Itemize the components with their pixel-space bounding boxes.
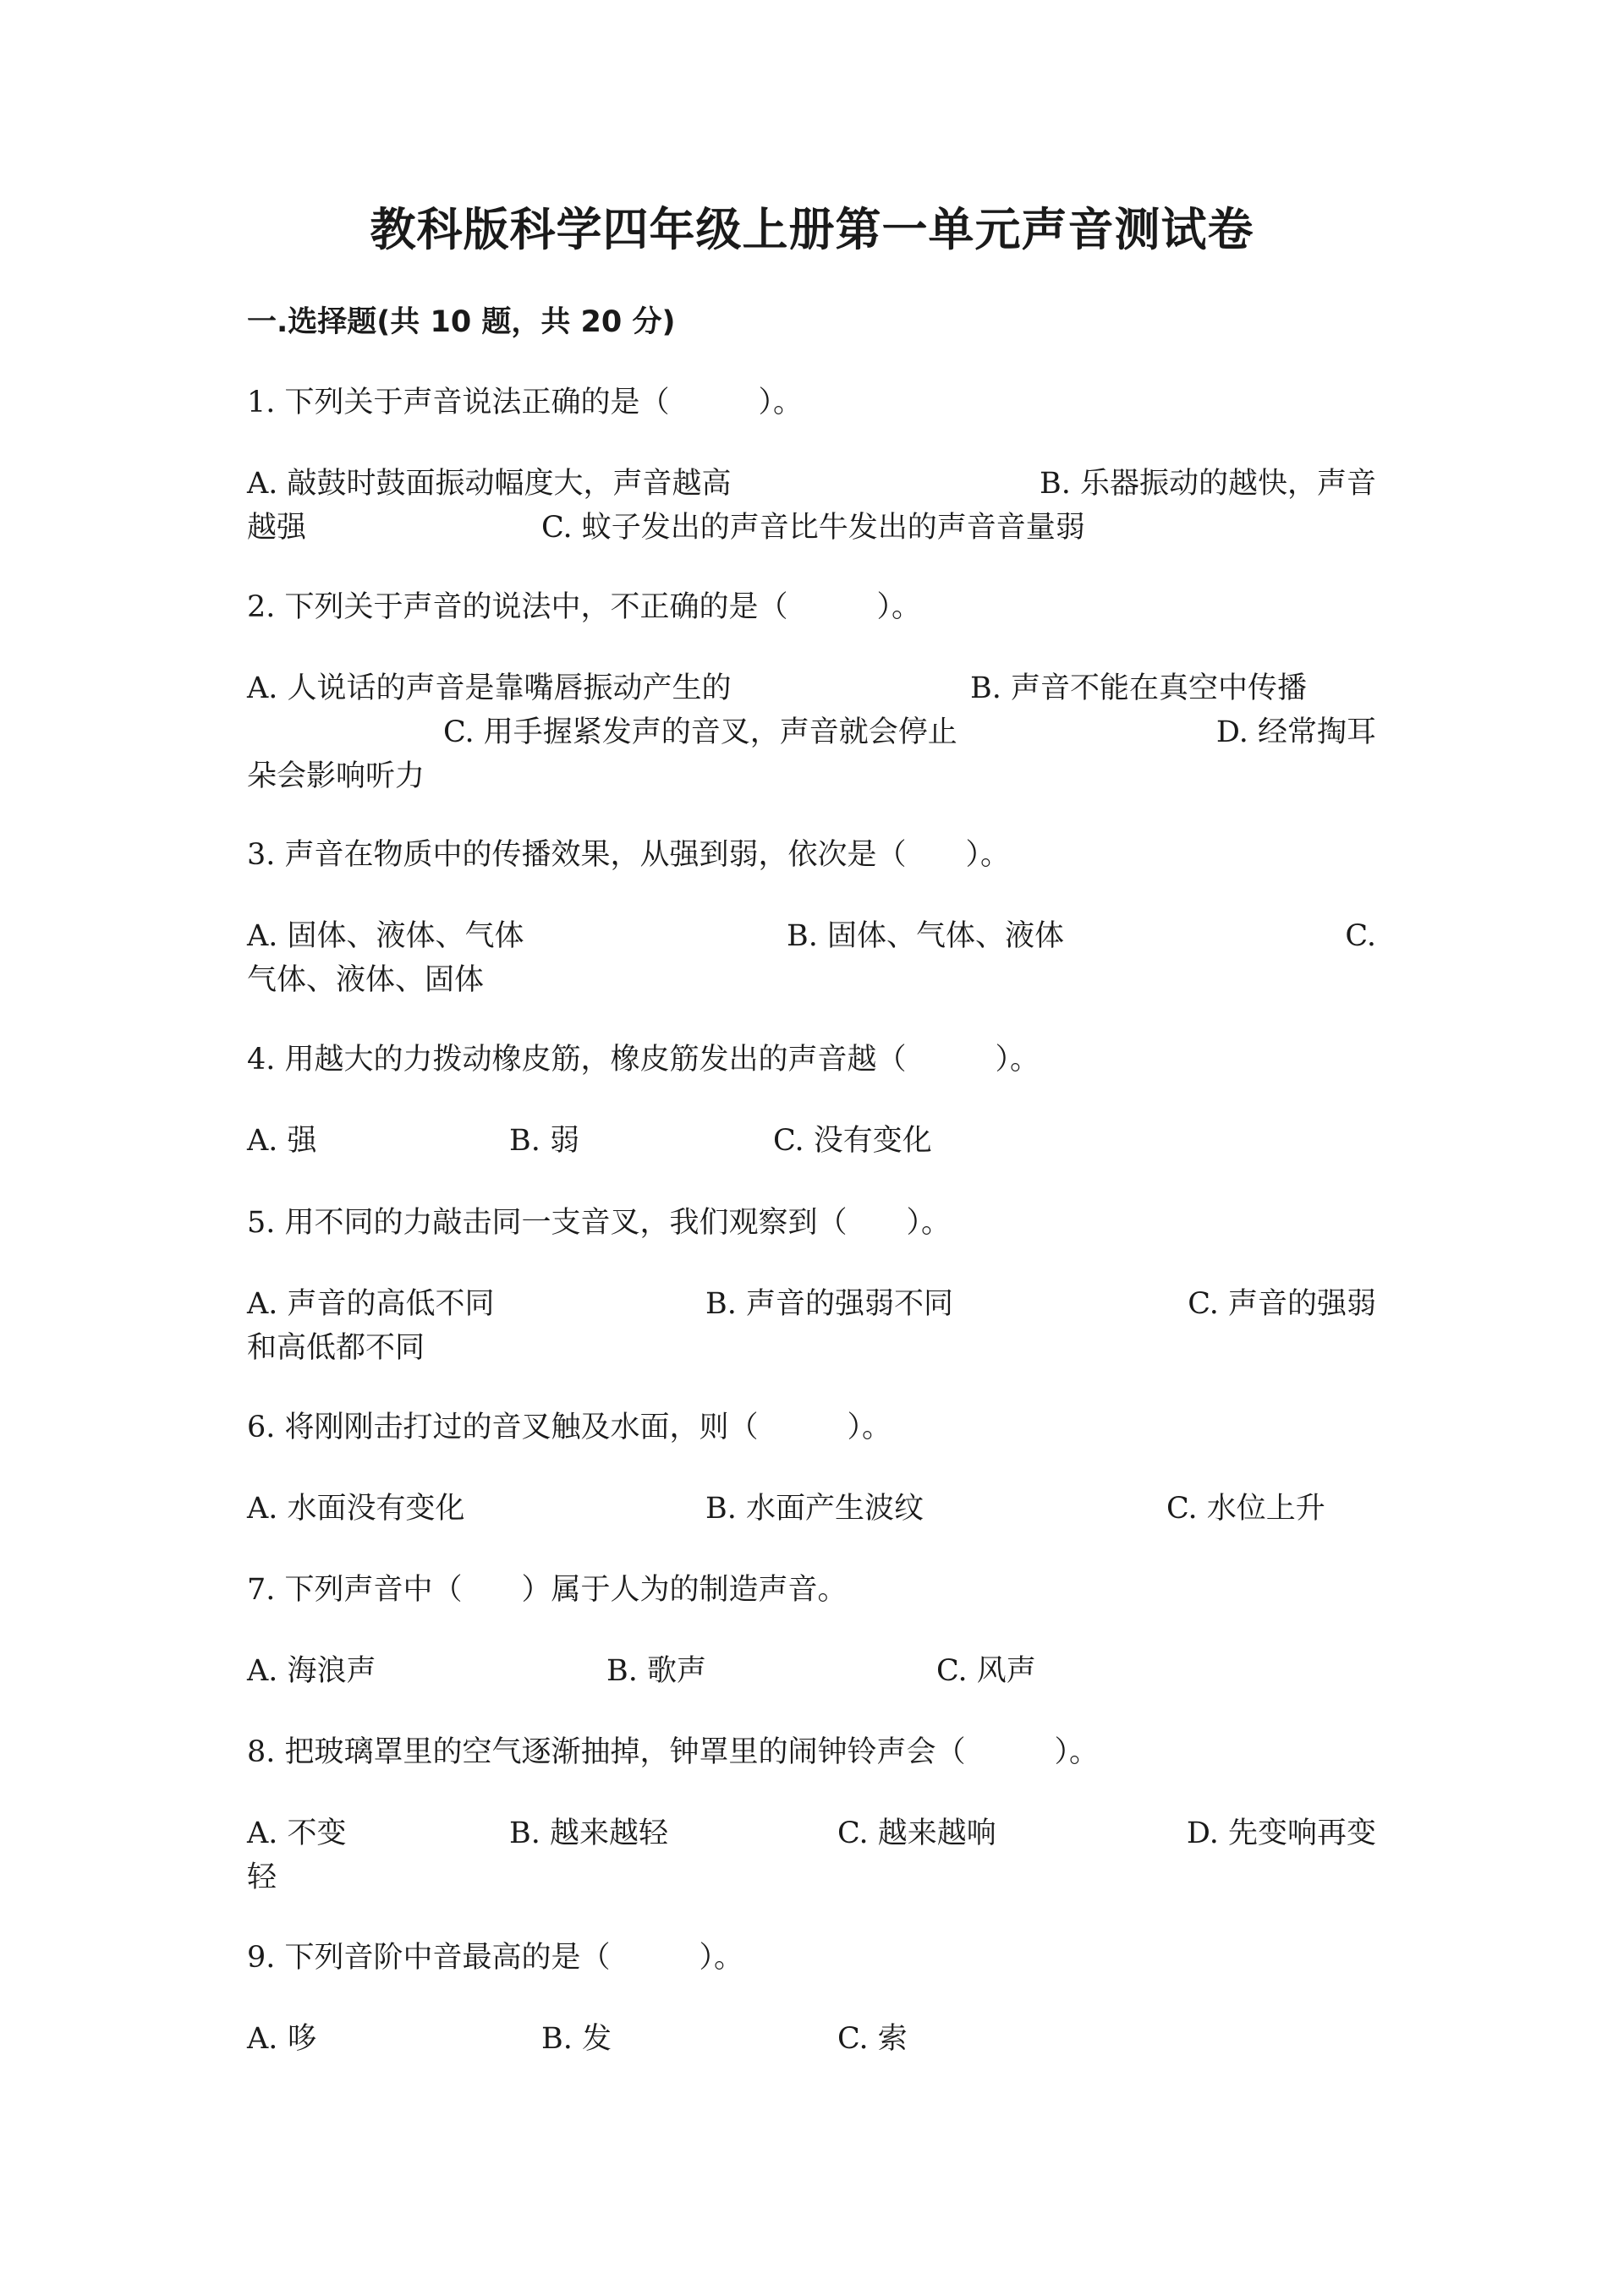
option: C. 蚊子发出的声音比牛发出的声音音量弱 (541, 511, 1085, 545)
option: A. 声音的高低不同 (247, 1287, 495, 1321)
option-continuation: 气体、液体、固体 (247, 963, 485, 997)
option: B. 弱 (509, 1124, 579, 1158)
section-header: 一.选择题(共 10 题，共 20 分) (247, 305, 676, 339)
question-4-options (247, 1119, 1376, 1163)
question-7-options (247, 1649, 1376, 1693)
option: B. 越来越轻 (509, 1817, 668, 1850)
question-5-stem: 5. 用不同的力敲击同一支音叉，我们观察到（ ）。 (247, 1206, 952, 1240)
question-3-stem: 3. 声音在物质中的传播效果，从强到弱，依次是（ ）。 (247, 838, 1011, 872)
option: D. 先变响再变 (1186, 1817, 1376, 1850)
option: A. 敲鼓时鼓面振动幅度大，声音越高 (247, 467, 732, 501)
option: C. 用手握紧发声的音叉，声音就会停止 (443, 715, 957, 749)
option: B. 发 (541, 2022, 612, 2056)
option-continuation: 越强 (247, 511, 307, 545)
question-1-options (247, 462, 1376, 550)
option: B. 水面产生波纹 (705, 1492, 924, 1526)
question-2-options (247, 666, 1376, 798)
question-2-stem: 2. 下列关于声音的说法中，不正确的是（ ）。 (247, 590, 922, 624)
question-6-options (247, 1487, 1376, 1531)
option: C. 风声 (936, 1654, 1036, 1688)
option: B. 固体、气体、液体 (787, 919, 1064, 953)
option: B. 声音的强弱不同 (705, 1287, 953, 1321)
option: A. 不变 (247, 1817, 347, 1850)
question-1-stem: 1. 下列关于声音说法正确的是（ ）。 (247, 386, 804, 419)
question-9-options (247, 2017, 1376, 2061)
option: B. 歌声 (606, 1654, 706, 1688)
option: C. 索 (837, 2022, 908, 2056)
question-6-stem: 6. 将刚刚击打过的音叉触及水面，则（ ）。 (247, 1411, 892, 1444)
option: C. (1345, 919, 1376, 953)
option-continuation: 轻 (247, 1860, 277, 1894)
question-3-options (247, 914, 1376, 1002)
option: A. 人说话的声音是靠嘴唇振动产生的 (247, 671, 732, 705)
option: A. 海浪声 (247, 1654, 376, 1688)
question-5-options (247, 1282, 1376, 1370)
option: C. 越来越响 (837, 1817, 996, 1850)
option: A. 水面没有变化 (247, 1492, 465, 1526)
option: C. 声音的强弱 (1188, 1287, 1376, 1321)
question-7-stem: 7. 下列声音中（ ）属于人为的制造声音。 (247, 1573, 848, 1607)
question-8-options (247, 1811, 1376, 1899)
option: C. 水位上升 (1166, 1492, 1325, 1526)
option: B. 声音不能在真空中传播 (970, 671, 1307, 705)
question-9-stem: 9. 下列音阶中音最高的是（ ）。 (247, 1941, 744, 1975)
option-continuation: 朵会影响听力 (247, 759, 425, 793)
option: A. 固体、液体、气体 (247, 919, 524, 953)
page-title: 教科版科学四年级上册第一单元声音测试卷 (370, 203, 1254, 256)
question-4-stem: 4. 用越大的力拨动橡皮筋，橡皮筋发出的声音越（ ）。 (247, 1043, 1040, 1077)
option: D. 经常掏耳 (1215, 715, 1376, 749)
option: A. 哆 (247, 2022, 317, 2056)
option-continuation: 和高低都不同 (247, 1331, 425, 1365)
question-8-stem: 8. 把玻璃罩里的空气逐渐抽掉，钟罩里的闹钟铃声会（ ）。 (247, 1735, 1100, 1769)
option: C. 没有变化 (773, 1124, 932, 1158)
option: B. 乐器振动的越快，声音 (1040, 467, 1376, 501)
option: A. 强 (247, 1124, 317, 1158)
